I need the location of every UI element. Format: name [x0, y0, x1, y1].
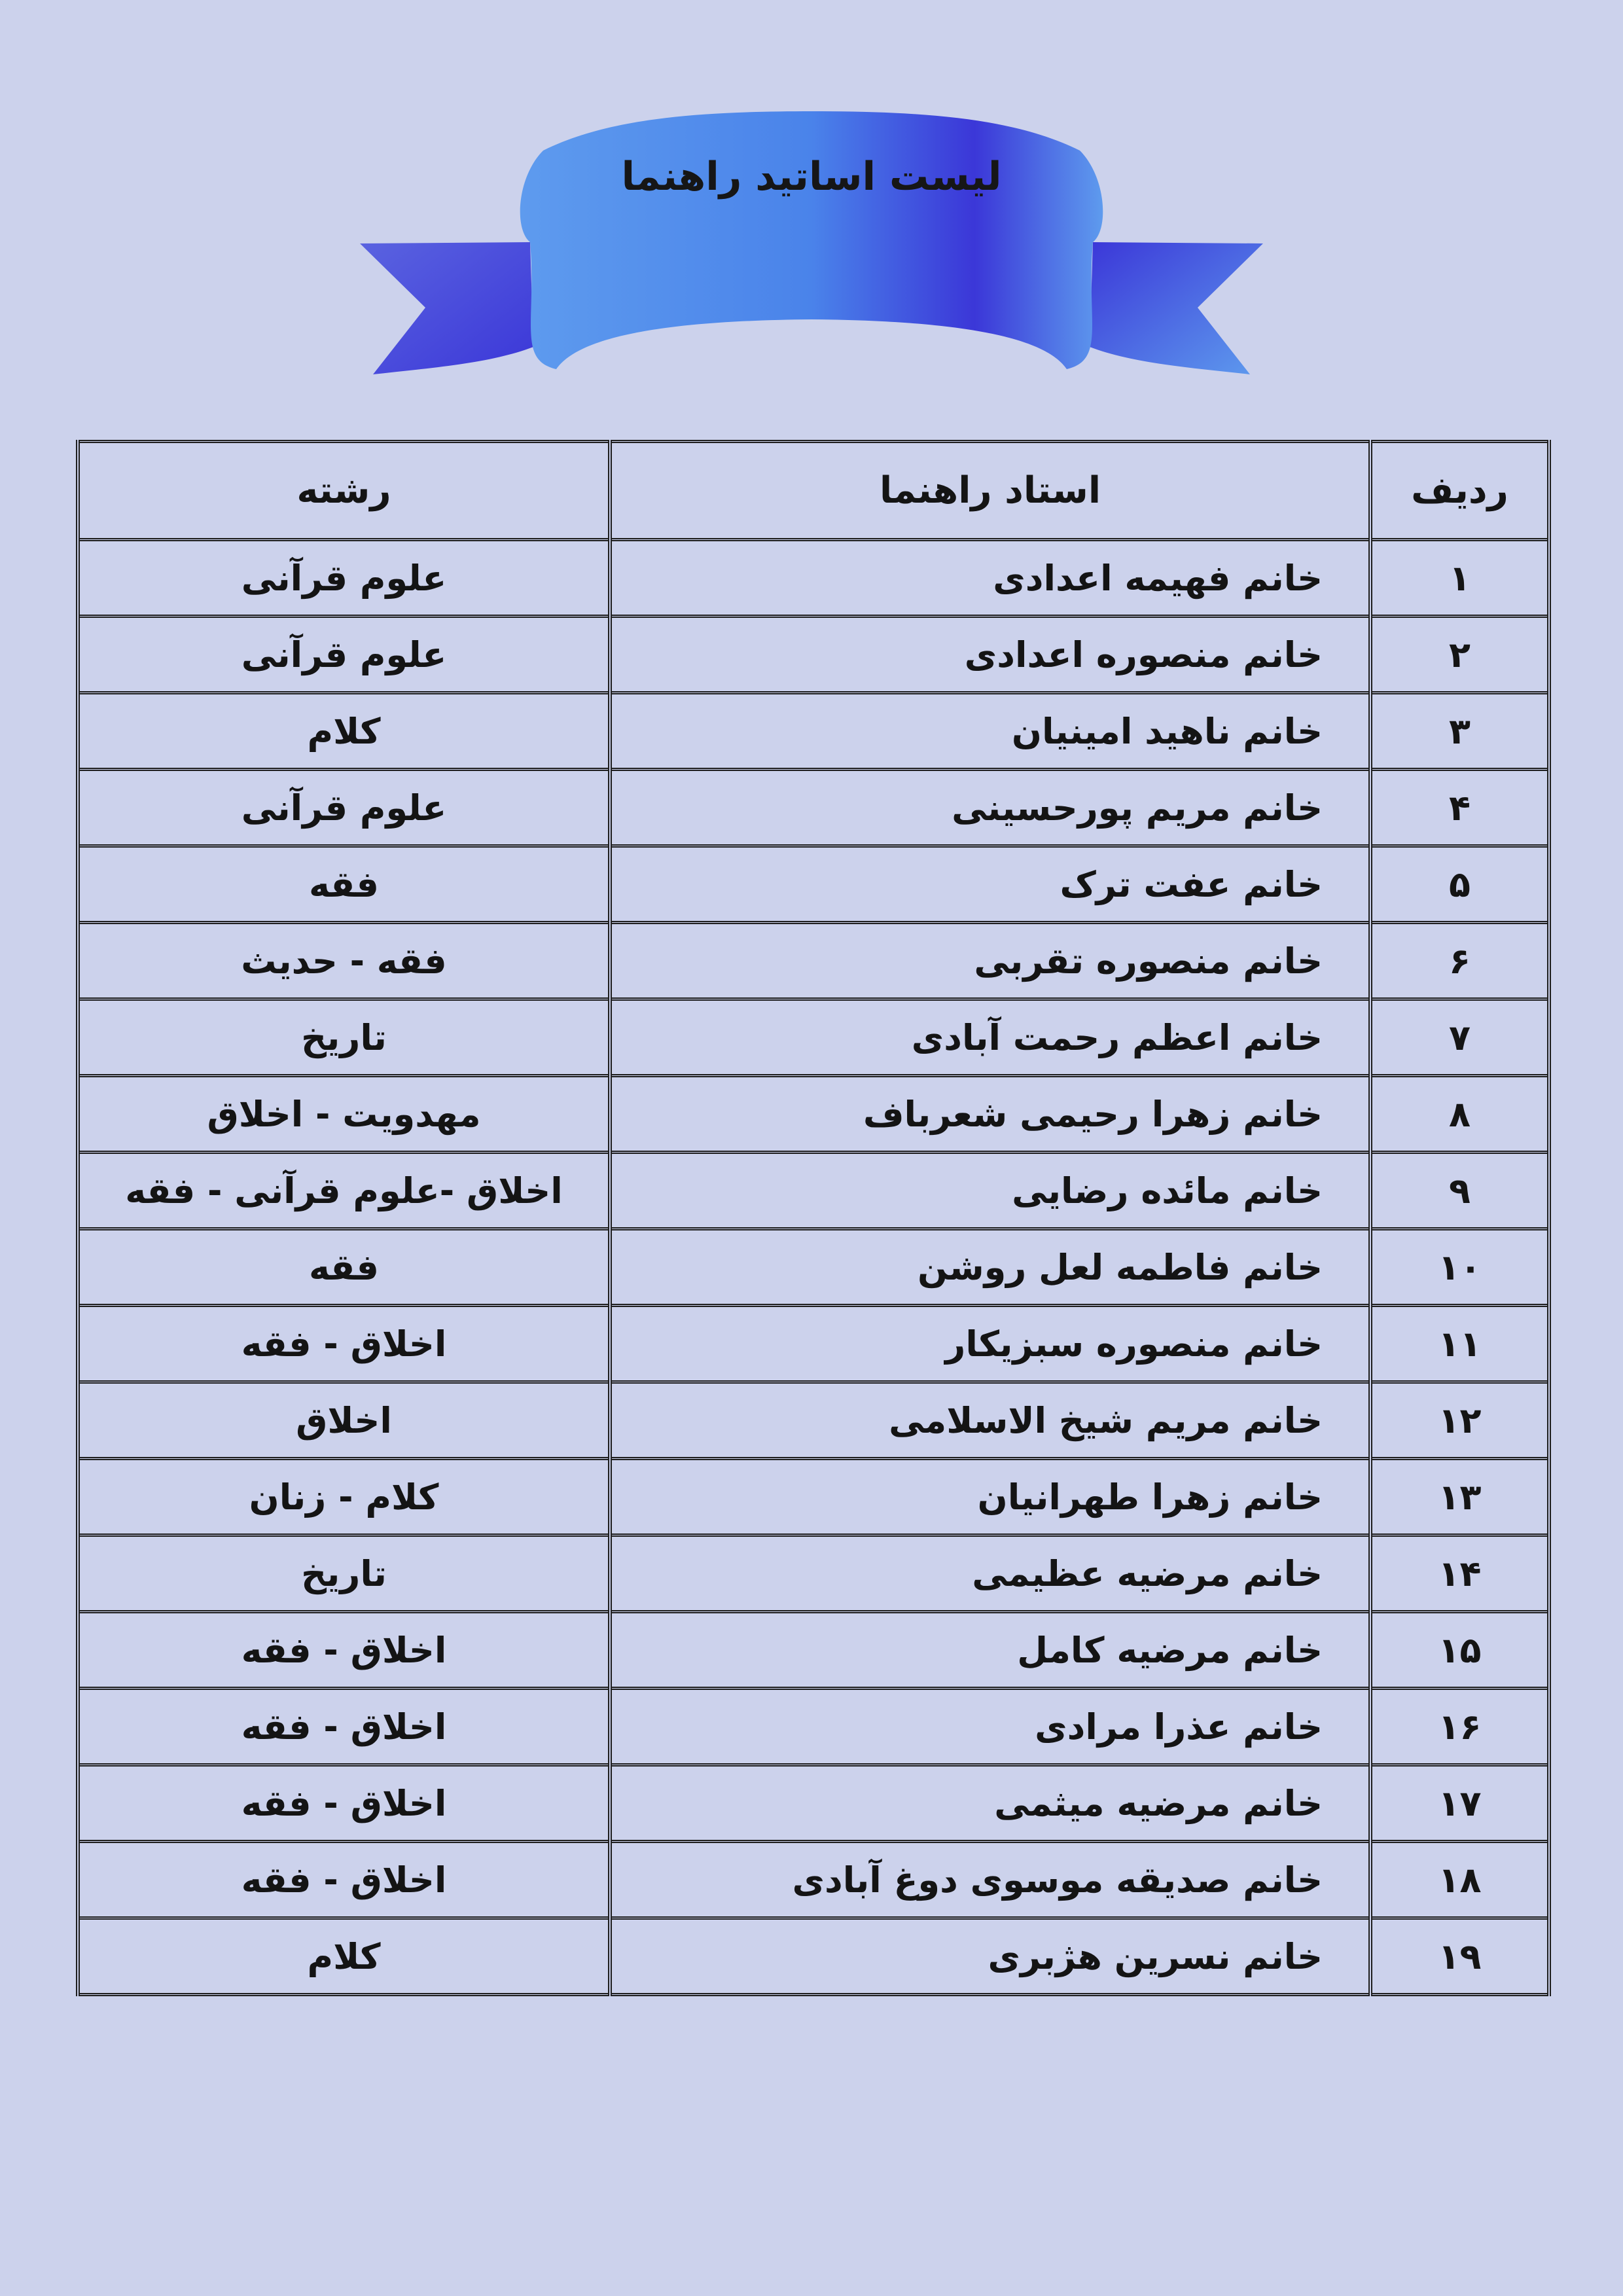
teacher-name: خانم مرضیه عظیمی — [610, 1535, 1370, 1612]
teacher-field: علوم قرآنی — [78, 540, 610, 617]
table-row — [78, 846, 1549, 923]
row-number: ۱۹ — [1370, 1918, 1549, 1995]
teacher-name: خانم مرضیه کامل — [610, 1612, 1370, 1689]
teacher-field: اخلاق - فقه — [78, 1765, 610, 1842]
table-row — [78, 1382, 1549, 1459]
row-number: ۶ — [1370, 923, 1549, 999]
table-row — [78, 923, 1549, 999]
teacher-name: خانم فاطمه لعل روشن — [610, 1229, 1370, 1306]
row-number: ۱۷ — [1370, 1765, 1549, 1842]
header-teacher: استاد راهنما — [610, 442, 1370, 540]
teacher-field: مهدویت - اخلاق — [78, 1076, 610, 1153]
ribbon-right-tail — [1090, 242, 1263, 374]
teacher-name: خانم منصوره سبزیکار — [610, 1306, 1370, 1382]
teacher-name: خانم صدیقه موسوی دوغ آبادی — [610, 1842, 1370, 1918]
table-row — [78, 617, 1549, 693]
teacher-field: تاریخ — [78, 999, 610, 1076]
teacher-field: اخلاق -علوم قرآنی - فقه — [78, 1153, 610, 1229]
table-row — [78, 999, 1549, 1076]
table-row — [78, 1153, 1549, 1229]
teacher-name: خانم منصوره تقربی — [610, 923, 1370, 999]
row-number: ۱۳ — [1370, 1459, 1549, 1535]
table-row — [78, 693, 1549, 770]
teacher-field: اخلاق - فقه — [78, 1842, 610, 1918]
teacher-field: فقه - حدیث — [78, 923, 610, 999]
row-number: ۱۲ — [1370, 1382, 1549, 1459]
table-row — [78, 770, 1549, 846]
teacher-field: کلام - زنان — [78, 1459, 610, 1535]
row-number: ۱۵ — [1370, 1612, 1549, 1689]
table-row — [78, 1306, 1549, 1382]
row-number: ۵ — [1370, 846, 1549, 923]
ribbon-left-tail — [360, 242, 533, 374]
teacher-field: فقه — [78, 1229, 610, 1306]
table-row — [78, 540, 1549, 617]
table-row — [78, 1459, 1549, 1535]
page-title: لیست اساتید راهنما — [621, 154, 1002, 200]
teacher-field: کلام — [78, 693, 610, 770]
header-field: رشته — [78, 442, 610, 540]
teacher-name: خانم زهرا طهرانیان — [610, 1459, 1370, 1535]
teacher-field: علوم قرآنی — [78, 770, 610, 846]
teacher-name: خانم زهرا رحیمی شعرباف — [610, 1076, 1370, 1153]
teacher-name: خانم عذرا مرادی — [610, 1689, 1370, 1765]
row-number: ۲ — [1370, 617, 1549, 693]
row-number: ۱۱ — [1370, 1306, 1549, 1382]
teacher-name: خانم اعظم رحمت آبادی — [610, 999, 1370, 1076]
teacher-name: خانم مرضیه میثمی — [610, 1765, 1370, 1842]
teacher-name: خانم فهیمه اعدادی — [610, 540, 1370, 617]
row-number: ۴ — [1370, 770, 1549, 846]
row-number: ۱۰ — [1370, 1229, 1549, 1306]
table-row — [78, 1076, 1549, 1153]
table-row — [78, 1612, 1549, 1689]
teacher-field: اخلاق - فقه — [78, 1689, 610, 1765]
row-number: ۱۶ — [1370, 1689, 1549, 1765]
teacher-name: خانم نسرین هژبری — [610, 1918, 1370, 1995]
table-row — [78, 1918, 1549, 1995]
table-row — [78, 1229, 1549, 1306]
table-row — [78, 1842, 1549, 1918]
row-number: ۱ — [1370, 540, 1549, 617]
teacher-field: کلام — [78, 1918, 610, 1995]
row-number: ۹ — [1370, 1153, 1549, 1229]
teacher-name: خانم مریم پورحسینی — [610, 770, 1370, 846]
row-number: ۱۴ — [1370, 1535, 1549, 1612]
teacher-name: خانم مریم شیخ الاسلامی — [610, 1382, 1370, 1459]
row-number: ۳ — [1370, 693, 1549, 770]
row-number: ۸ — [1370, 1076, 1549, 1153]
table-row — [78, 1689, 1549, 1765]
table-row — [78, 1535, 1549, 1612]
teacher-name: خانم ناهید امینیان — [610, 693, 1370, 770]
row-number: ۷ — [1370, 999, 1549, 1076]
teacher-name: خانم منصوره اعدادی — [610, 617, 1370, 693]
table-header-row — [78, 442, 1549, 540]
teacher-field: اخلاق - فقه — [78, 1306, 610, 1382]
teacher-name: خانم مائده رضایی — [610, 1153, 1370, 1229]
teacher-name: خانم عفت ترک — [610, 846, 1370, 923]
teacher-field: اخلاق — [78, 1382, 610, 1459]
teacher-field: علوم قرآنی — [78, 617, 610, 693]
table-row — [78, 1765, 1549, 1842]
row-number: ۱۸ — [1370, 1842, 1549, 1918]
teacher-field: اخلاق - فقه — [78, 1612, 610, 1689]
teacher-field: فقه — [78, 846, 610, 923]
header-row-number: ردیف — [1370, 442, 1549, 540]
teachers-table — [76, 440, 1551, 1996]
teacher-field: تاریخ — [78, 1535, 610, 1612]
